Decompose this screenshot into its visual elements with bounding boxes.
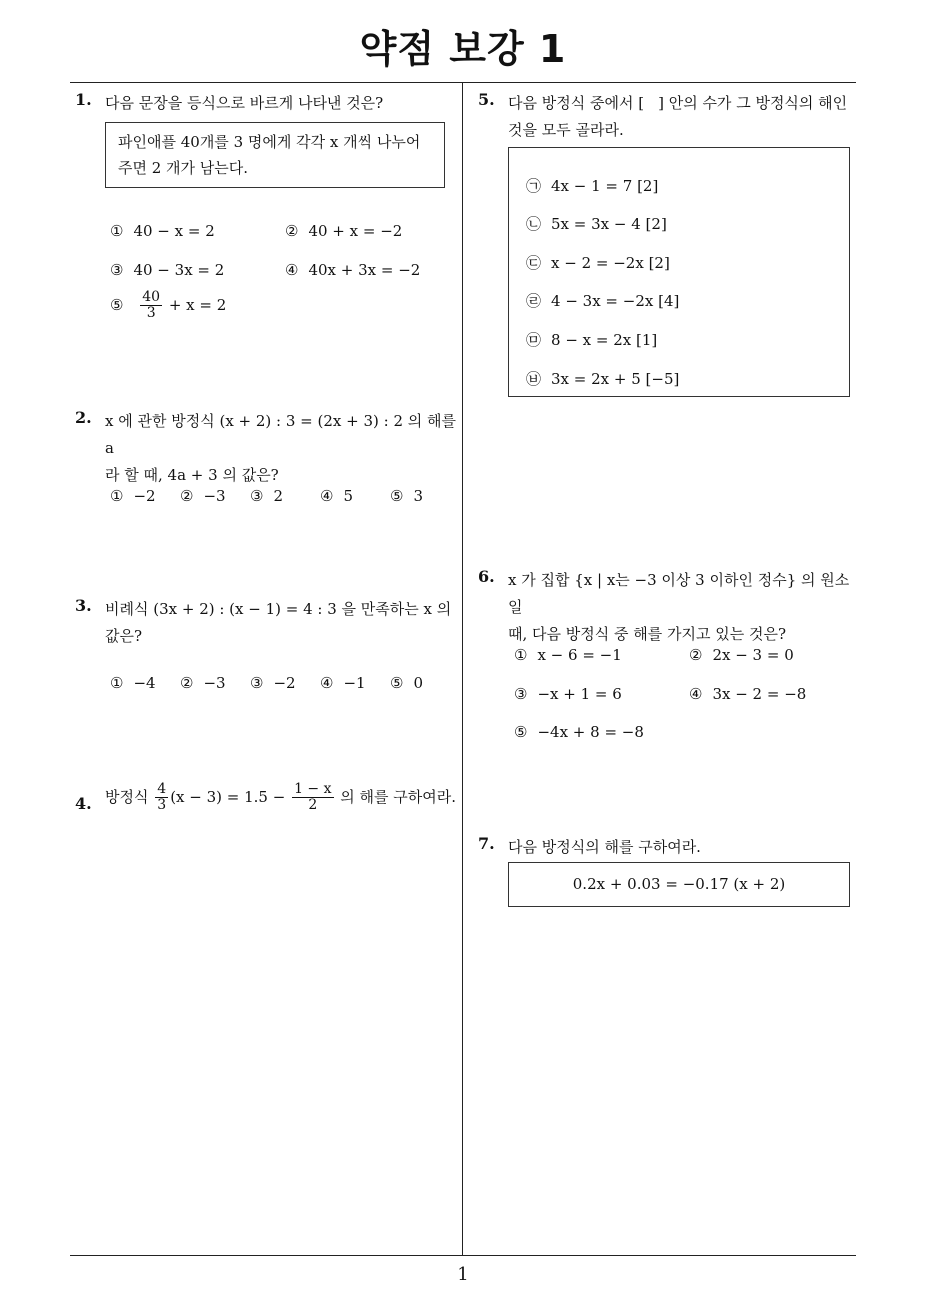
choice-mark: ④ xyxy=(320,674,334,692)
choice-text: −1 xyxy=(343,674,366,692)
choice-4[interactable] xyxy=(285,261,420,279)
question-number: 2. xyxy=(75,408,92,427)
question-prompt xyxy=(508,567,863,648)
fraction-numerator: 4 xyxy=(157,781,167,797)
choice-mark: ① xyxy=(514,646,528,664)
choice-mark: ⑤ xyxy=(390,674,404,692)
question-7 xyxy=(478,834,863,861)
question-number: 1. xyxy=(75,90,92,109)
choice-text: 2x − 3 = 0 xyxy=(712,646,794,664)
choice-mark: ④ xyxy=(285,261,299,279)
choice-1[interactable] xyxy=(514,646,622,664)
question-number: 7. xyxy=(478,834,495,853)
choice-text: −x + 1 = 6 xyxy=(537,685,622,703)
question-1-box xyxy=(105,122,445,188)
page-title: 약점 보강 1 xyxy=(359,27,567,71)
choice-mark: ④ xyxy=(320,487,334,505)
column-divider xyxy=(462,83,463,1255)
question-prompt: 다음 문장을 등식으로 바르게 나타낸 것은? xyxy=(105,94,384,112)
choice-5[interactable] xyxy=(390,487,423,505)
choice-mark: ③ xyxy=(514,685,528,703)
prompt-line: 것을 모두 골라라. xyxy=(508,121,624,139)
choice-text: 40x + 3x = −2 xyxy=(308,261,421,279)
top-rule xyxy=(70,82,856,83)
question-number: 4. xyxy=(75,794,92,813)
choice-text: 3x − 2 = −8 xyxy=(712,685,807,703)
item-5[interactable] xyxy=(526,329,657,350)
choice-mark: ② xyxy=(285,222,299,240)
choice-mark: ② xyxy=(180,674,194,692)
item-text: x − 2 = −2x [2] xyxy=(551,254,670,272)
choice-1[interactable] xyxy=(110,222,215,240)
question-prompt xyxy=(105,596,460,650)
box-line: 주면 2 개가 남는다. xyxy=(118,159,249,177)
item-4[interactable] xyxy=(526,290,679,311)
choice-text: + x = 2 xyxy=(168,295,227,314)
item-text: 4 − 3x = −2x [4] xyxy=(551,292,680,310)
choice-5[interactable] xyxy=(514,723,644,741)
prompt-text: ] 안의 수가 그 방정식의 해인 xyxy=(658,94,848,112)
question-prompt xyxy=(508,90,863,144)
choice-text: 40 + x = −2 xyxy=(308,222,403,240)
choice-mark: ② xyxy=(180,487,194,505)
choice-text: −4x + 8 = −8 xyxy=(537,723,644,741)
question-prompt: 다음 방정식의 해를 구하여라. xyxy=(508,838,701,856)
choice-5[interactable] xyxy=(110,290,226,322)
prompt-text: 다음 방정식 중에서 [ xyxy=(508,94,645,112)
choice-mark: ③ xyxy=(250,487,264,505)
question-number: 6. xyxy=(478,567,495,586)
choice-mark: ① xyxy=(110,222,124,240)
choice-2[interactable] xyxy=(180,674,226,692)
choice-mark: ③ xyxy=(110,261,124,279)
choice-3[interactable] xyxy=(514,685,622,703)
question-3 xyxy=(75,596,460,650)
choice-text: 40 − x = 2 xyxy=(133,222,215,240)
question-1 xyxy=(75,90,455,117)
choice-4[interactable] xyxy=(689,685,806,703)
question-number: 5. xyxy=(478,90,495,109)
question-2 xyxy=(75,408,460,489)
page-number: 1 xyxy=(457,1264,469,1285)
question-5 xyxy=(478,90,863,144)
choice-text: −4 xyxy=(133,674,156,692)
choice-2[interactable] xyxy=(285,222,402,240)
item-mark: ㉣ xyxy=(526,292,542,310)
prompt-line: x 에 관한 방정식 (x + 2) : 3 = (2x + 3) : 2 의 해를 a xyxy=(105,412,457,457)
prompt-text: 방정식 xyxy=(105,787,149,806)
choice-3[interactable] xyxy=(110,261,224,279)
prompt-line: 라 할 때, 4a + 3 의 값은? xyxy=(105,466,279,484)
prompt-text: (x − 3) = 1.5 − xyxy=(170,787,286,806)
choice-4[interactable] xyxy=(320,487,353,505)
item-text: 4x − 1 = 7 [2] xyxy=(551,177,659,195)
choice-text: 2 xyxy=(273,487,283,505)
item-text: 5x = 3x − 4 [2] xyxy=(551,215,667,233)
prompt-text: 의 해를 구하여라. xyxy=(340,787,457,806)
item-mark: ㉠ xyxy=(526,177,542,195)
fraction xyxy=(155,782,168,814)
choice-text: 3 xyxy=(413,487,423,505)
choice-text: −2 xyxy=(273,674,296,692)
choice-3[interactable] xyxy=(250,674,296,692)
fraction-denominator: 3 xyxy=(157,797,167,814)
choice-2[interactable] xyxy=(180,487,226,505)
prompt-line: 값은? xyxy=(105,627,143,645)
choice-3[interactable] xyxy=(250,487,283,505)
choice-mark: ⑤ xyxy=(390,487,404,505)
prompt-line: 비례식 (3x + 2) : (x − 1) = 4 : 3 을 만족하는 x 의 xyxy=(105,600,452,618)
question-7-box xyxy=(508,862,850,907)
question-prompt xyxy=(105,782,460,814)
item-3[interactable] xyxy=(526,252,670,273)
fraction xyxy=(140,290,162,322)
choice-4[interactable] xyxy=(320,674,366,692)
question-number: 3. xyxy=(75,596,92,615)
question-6 xyxy=(478,567,863,648)
fraction-denominator: 2 xyxy=(292,797,333,813)
prompt-line: 때, 다음 방정식 중 해를 가지고 있는 것은? xyxy=(508,625,787,643)
choice-1[interactable] xyxy=(110,487,156,505)
choice-text: −3 xyxy=(203,487,226,505)
item-6[interactable] xyxy=(526,368,679,389)
choice-mark: ⑤ xyxy=(514,723,528,741)
choice-mark: ② xyxy=(689,646,703,664)
prompt-line xyxy=(508,90,863,117)
fraction-numerator: 40 xyxy=(142,289,161,305)
bottom-rule xyxy=(70,1255,856,1256)
question-4 xyxy=(75,782,460,814)
choice-mark: ④ xyxy=(689,685,703,703)
choice-5[interactable] xyxy=(390,674,423,692)
choice-mark: ① xyxy=(110,487,124,505)
choice-mark: ① xyxy=(110,674,124,692)
choice-text: 40 − 3x = 2 xyxy=(133,261,225,279)
item-mark: ㉥ xyxy=(526,370,542,388)
choice-mark: ③ xyxy=(250,674,264,692)
fraction-numerator: 1 − x xyxy=(294,781,332,797)
choice-text: −3 xyxy=(203,674,226,692)
item-text: 8 − x = 2x [1] xyxy=(551,331,658,349)
question-prompt xyxy=(105,408,460,489)
choice-text: 0 xyxy=(413,674,423,692)
choice-text: x − 6 = −1 xyxy=(537,646,622,664)
item-mark: ㉡ xyxy=(526,215,542,233)
prompt-line: x 가 집합 {x | x는 −3 이상 3 이하인 정수} 의 원소일 xyxy=(508,571,850,616)
choice-text: 5 xyxy=(343,487,353,505)
item-mark: ㉤ xyxy=(526,331,542,349)
choice-1[interactable] xyxy=(110,674,156,692)
item-2[interactable] xyxy=(526,213,667,234)
box-line: 파인애플 40개를 3 명에게 각각 x 개씩 나누어 xyxy=(118,133,421,151)
item-mark: ㉢ xyxy=(526,254,542,272)
choice-text: −2 xyxy=(133,487,156,505)
choice-mark: ⑤ xyxy=(110,295,124,314)
fraction xyxy=(292,782,333,814)
choice-2[interactable] xyxy=(689,646,794,664)
item-text: 3x = 2x + 5 [−5] xyxy=(551,370,680,388)
item-1[interactable] xyxy=(526,175,658,196)
fraction-denominator: 3 xyxy=(140,305,162,321)
equation: 0.2x + 0.03 = −0.17 (x + 2) xyxy=(572,875,786,893)
